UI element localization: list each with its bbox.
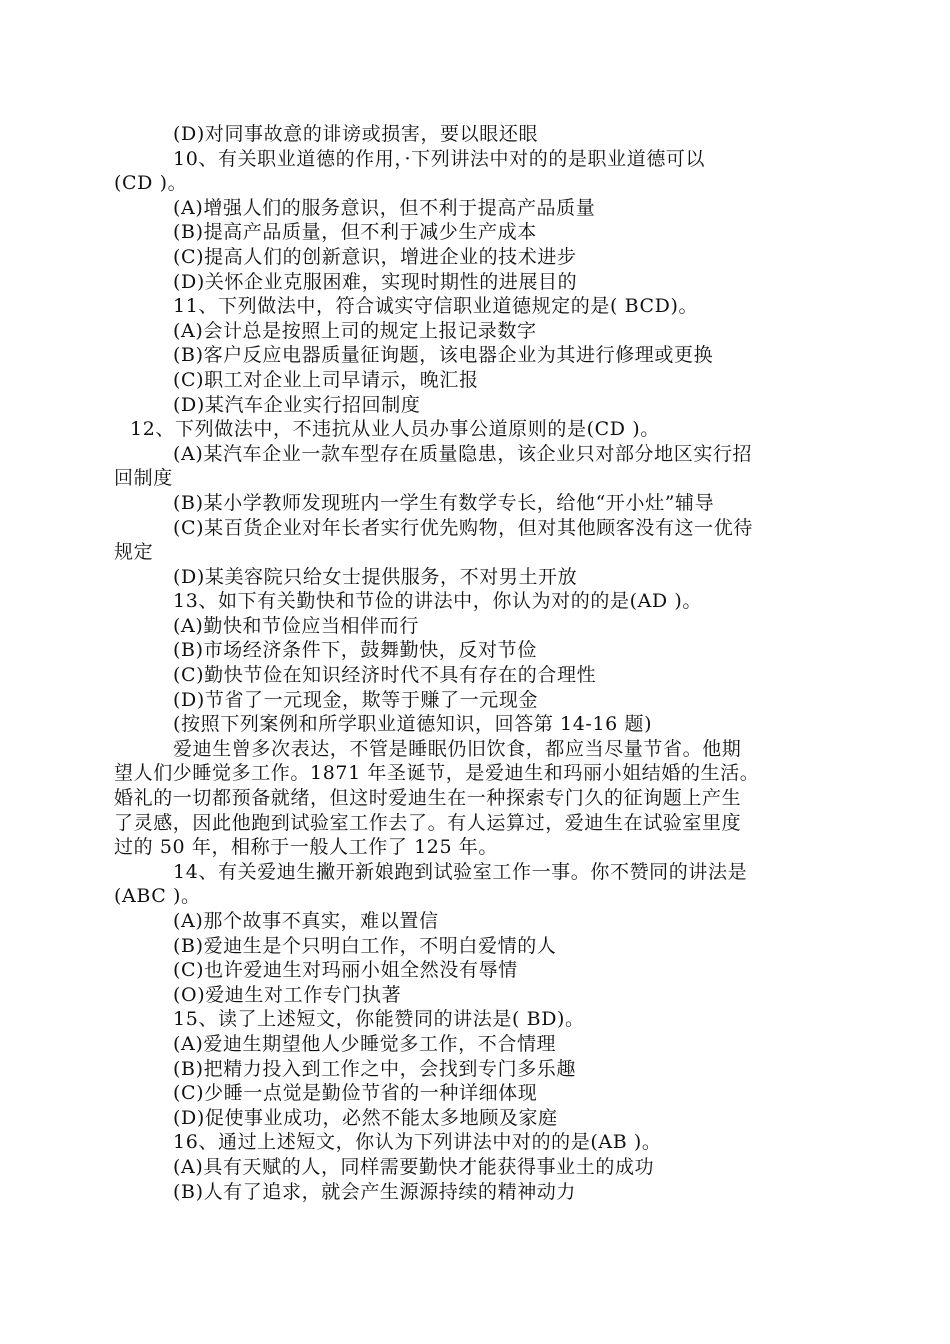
text-line: 婚礼的一切都预备就绪，但这时爱迪生在一种探索专门久的征询题上产生 xyxy=(114,787,742,810)
text-line: (A)具有天赋的人，同样需要勤快才能获得事业土的成功 xyxy=(173,1155,655,1178)
text-line: (D)关怀企业克服困难，实现时期性的进展目的 xyxy=(173,270,578,293)
text-line: 14、有关爱迪生撇开新娘跑到试验室工作一事。你不赞同的讲法是 xyxy=(173,860,748,883)
text-line: (A)勤快和节俭应当相伴而行 xyxy=(173,614,419,637)
text-line: 15、读了上述短文，你能赞同的讲法是( BD)。 xyxy=(173,1008,585,1031)
text-line: (D)某美容院只给女士提供服务，不对男土开放 xyxy=(173,565,578,588)
text-line: (B)爱迪生是个只明白工作，不明白爱情的人 xyxy=(173,934,557,957)
text-line: 11、下列做法中，符合诚实守信职业道德规定的是( BCD)。 xyxy=(173,295,699,318)
text-line: (D)某汽车企业实行招回制度 xyxy=(173,393,421,416)
text-line: (按照下列案例和所学职业道德知识，回答第 14-16 题) xyxy=(173,713,653,736)
text-line: (D)对同事故意的诽谤或损害，要以眼还眼 xyxy=(173,123,539,145)
text-line: (A)会计总是按照上司的规定上报记录数字 xyxy=(173,319,537,342)
text-line: (B)客户反应电器质量征询题，该电器企业为其进行修理或更换 xyxy=(173,344,714,367)
text-line: (B)市场经济条件下，鼓舞勤快，反对节俭 xyxy=(173,639,537,662)
text-line: (ABC )。 xyxy=(114,885,201,908)
text-line: 了灵感，因此他跑到试验室工作去了。有人运算过，爱迪生在试验室里度 xyxy=(114,811,742,834)
text-line: (B)人有了追求，就会产生源源持续的精神动力 xyxy=(173,1180,576,1203)
text-line: (A)爱迪生期望他人少睡觉多工作，不合情理 xyxy=(173,1032,557,1055)
text-line: 回制度 xyxy=(114,467,173,490)
text-line: (C)提高人们的创新意识，增进企业的技术进步 xyxy=(173,245,577,268)
text-line: 10、有关职业道德的作用，·下列讲法中对的的是职业道德可以 xyxy=(173,147,706,170)
text-line: 16、通过上述短文，你认为下列讲法中对的的是(AB )。 xyxy=(173,1131,662,1154)
text-line: 规定 xyxy=(114,541,154,564)
text-line: (C)职工对企业上司早请示，晚汇报 xyxy=(173,368,479,391)
text-line: 望人们少睡觉多工作。1871 年圣诞节，是爱迪生和玛丽小姐结婚的生活。 xyxy=(114,762,760,785)
text-line: (CD )。 xyxy=(114,172,188,195)
text-line: 12、下列做法中，不违抗从业人员办事公道原则的是(CD )。 xyxy=(130,418,660,441)
text-line: (A)那个故事不真实，难以置信 xyxy=(173,910,439,932)
document-body xyxy=(114,122,834,1204)
text-line: (A)某汽车企业一款车型存在质量隐患，该企业只对部分地区实行招 xyxy=(173,442,753,465)
text-line: (B)某小学教师发现班内一学生有数学专长，给他“开小灶”辅导 xyxy=(173,491,715,514)
text-line: 13、如下有关勤快和节俭的讲法中，你认为对的的是(AD )。 xyxy=(173,590,702,613)
text-line: 爱迪生曾多次表达，不管是睡眠仍旧饮食，都应当尽量节省。他期 xyxy=(173,737,742,760)
text-line: (A)增强人们的服务意识，但不利于提高产品质量 xyxy=(173,196,596,219)
text-line: (B)提高产品质量，但不利于减少生产成本 xyxy=(173,221,537,244)
text-line: (C)少睡一点觉是勤俭节省的一种详细体现 xyxy=(173,1082,538,1105)
text-line: (C)某百货企业对年长者实行优先购物，但对其他顾客没有这一优待 xyxy=(173,516,753,539)
text-line: (B)把精力投入到工作之中，会找到专门多乐趣 xyxy=(173,1057,576,1080)
text-line: (O)爱迪生对工作专门执著 xyxy=(173,983,402,1006)
text-line: (D)促使事业成功，必然不能太多地顾及家庭 xyxy=(173,1106,558,1129)
text-line: 过的 50 年，相称于一般人工作了 125 年。 xyxy=(114,836,499,859)
text-line: (C)勤快节俭在知识经济时代不具有存在的合理性 xyxy=(173,664,597,687)
text-line: (C)也许爱迪生对玛丽小姐全然没有辱情 xyxy=(173,959,518,982)
text-line: (D)节省了一元现金，欺等于赚了一元现金 xyxy=(173,688,539,711)
